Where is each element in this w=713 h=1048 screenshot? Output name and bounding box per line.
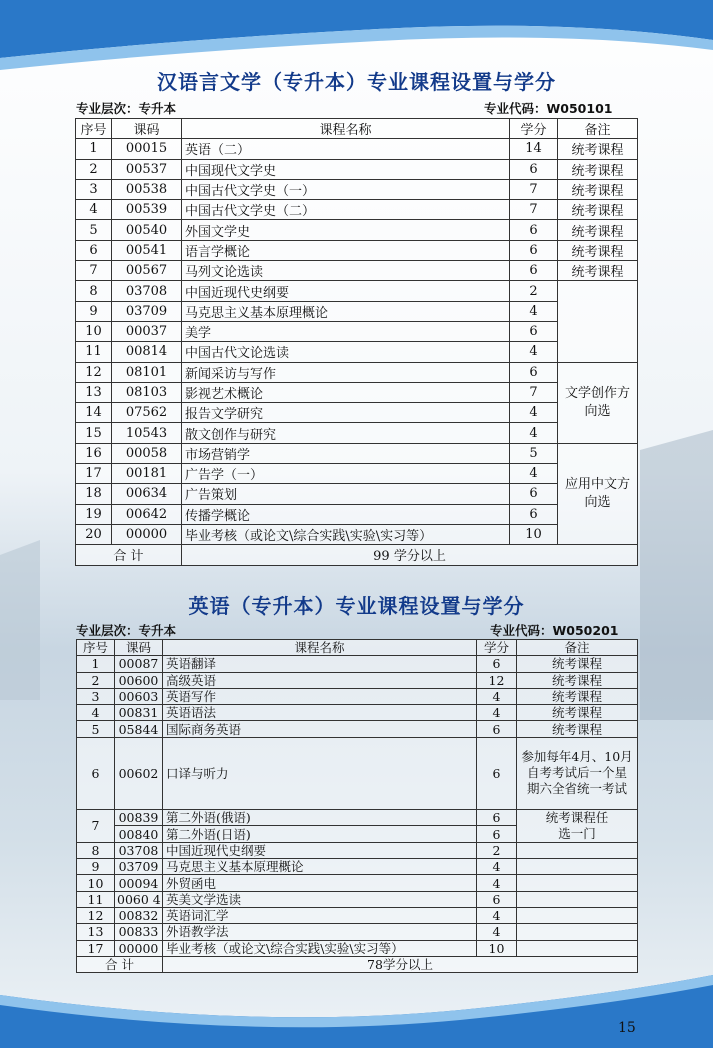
row-number: 5 <box>76 220 112 240</box>
course-credit: 6 <box>510 362 558 382</box>
course-code: 03709 <box>112 301 182 321</box>
table-row <box>77 924 638 940</box>
row-number: 14 <box>76 403 112 423</box>
course-note <box>517 940 638 956</box>
row-number: 11 <box>76 342 112 362</box>
course-code: 00600 <box>115 672 163 688</box>
course-code: 08103 <box>112 382 182 402</box>
course-name: 口译与听力 <box>163 737 477 809</box>
header-name: 课程名称 <box>182 119 510 139</box>
course-name: 英语写作 <box>163 688 477 704</box>
course-credit: 6 <box>510 504 558 524</box>
section1-title: 汉语言文学（专升本）专业课程设置与学分 <box>157 70 556 94</box>
course-name: 报告文学研究 <box>182 403 510 423</box>
table-row <box>76 139 638 159</box>
course-credit: 4 <box>477 859 517 875</box>
course-code: 00037 <box>112 321 182 341</box>
course-name: 广告策划 <box>182 484 510 504</box>
table-row <box>77 737 638 809</box>
course-name: 第二外语(日语) <box>163 826 477 843</box>
course-note <box>517 891 638 907</box>
course-credit: 4 <box>510 301 558 321</box>
table-row <box>76 220 638 240</box>
row-number: 12 <box>76 362 112 382</box>
header-name: 课程名称 <box>163 640 477 656</box>
course-name: 中国现代文学史 <box>182 159 510 179</box>
row-number: 3 <box>77 688 115 704</box>
row-number: 10 <box>77 875 115 891</box>
row-number: 2 <box>77 672 115 688</box>
course-note: 统考课程 <box>517 721 638 737</box>
table-row <box>76 159 638 179</box>
table-row <box>76 321 638 341</box>
course-credit: 6 <box>477 826 517 843</box>
course-note-empty <box>558 281 638 362</box>
row-number: 3 <box>76 179 112 199</box>
course-name: 马克思主义基本原理概论 <box>163 859 477 875</box>
course-credit: 6 <box>477 656 517 672</box>
course-code: 00602 <box>115 737 163 809</box>
course-name: 影视艺术概论 <box>182 382 510 402</box>
course-name: 毕业考核（或论文\综合实践\实验\实习等） <box>163 940 477 956</box>
row-number: 20 <box>76 524 112 544</box>
course-name: 中国古代文学史（二） <box>182 200 510 220</box>
row-number: 7 <box>76 261 112 281</box>
table-row <box>77 705 638 721</box>
course-credit: 5 <box>510 443 558 463</box>
row-number: 13 <box>77 924 115 940</box>
table-row <box>77 842 638 858</box>
row-number: 1 <box>76 139 112 159</box>
course-code: 00840 <box>115 826 163 843</box>
course-note: 统考课程 <box>558 179 638 199</box>
course-name: 中国近现代史纲要 <box>163 842 477 858</box>
table-row <box>77 721 638 737</box>
course-name: 马列文论选读 <box>182 261 510 281</box>
course-credit: 4 <box>510 464 558 484</box>
course-credit: 6 <box>510 220 558 240</box>
course-name: 高级英语 <box>163 672 477 688</box>
group-note-applied: 应用中文方向选 <box>558 443 638 544</box>
page-number: 15 <box>618 1020 636 1036</box>
course-code: 00567 <box>112 261 182 281</box>
table-row <box>76 382 638 402</box>
row-number: 6 <box>76 240 112 260</box>
header-note: 备注 <box>558 119 638 139</box>
course-code: 0060 4 <box>115 891 163 907</box>
course-code: 00642 <box>112 504 182 524</box>
table-row <box>76 342 638 362</box>
table-row <box>77 688 638 704</box>
header-no: 序号 <box>77 640 115 656</box>
table-row <box>76 301 638 321</box>
table-row <box>77 859 638 875</box>
course-note <box>517 924 638 940</box>
course-note <box>517 875 638 891</box>
course-credit: 6 <box>510 261 558 281</box>
section2-title: 英语（专升本）专业课程设置与学分 <box>188 594 525 618</box>
course-credit: 14 <box>510 139 558 159</box>
table-row <box>76 179 638 199</box>
table-row <box>76 464 638 484</box>
row-number: 8 <box>77 842 115 858</box>
table-header-row <box>76 119 638 139</box>
course-credit: 6 <box>510 321 558 341</box>
course-name: 中国近现代史纲要 <box>182 281 510 301</box>
table-row <box>76 443 638 463</box>
course-code: 00000 <box>115 940 163 956</box>
total-row <box>76 545 638 565</box>
course-credit: 4 <box>477 688 517 704</box>
course-credit: 7 <box>510 179 558 199</box>
course-code: 00015 <box>112 139 182 159</box>
row-number: 16 <box>76 443 112 463</box>
header-note: 备注 <box>517 640 638 656</box>
course-code: 10543 <box>112 423 182 443</box>
course-code: 00833 <box>115 924 163 940</box>
table-header-row <box>77 640 638 656</box>
table-row <box>76 240 638 260</box>
table-row <box>76 504 638 524</box>
course-credit: 12 <box>477 672 517 688</box>
course-code: 07562 <box>112 403 182 423</box>
row-number: 9 <box>77 859 115 875</box>
course-credit: 6 <box>510 240 558 260</box>
course-name: 英语词汇学 <box>163 907 477 923</box>
row-number: 1 <box>77 656 115 672</box>
course-code: 03708 <box>112 281 182 301</box>
course-name: 中国古代文论选读 <box>182 342 510 362</box>
course-code: 00540 <box>112 220 182 240</box>
course-credit: 10 <box>477 940 517 956</box>
course-code: 00087 <box>115 656 163 672</box>
row-number: 6 <box>77 737 115 809</box>
course-code: 00541 <box>112 240 182 260</box>
course-name: 英语（二） <box>182 139 510 159</box>
row-number: 13 <box>76 382 112 402</box>
row-number: 8 <box>76 281 112 301</box>
course-note: 统考课程 <box>558 261 638 281</box>
row-number: 19 <box>76 504 112 524</box>
table-row <box>76 403 638 423</box>
course-credit: 6 <box>477 809 517 826</box>
course-note: 统考课程 <box>558 159 638 179</box>
course-note: 统考课程 <box>558 220 638 240</box>
course-name: 外国文学史 <box>182 220 510 240</box>
course-credit: 4 <box>477 907 517 923</box>
course-credit: 4 <box>477 875 517 891</box>
course-name: 中国古代文学史（一） <box>182 179 510 199</box>
course-credit: 7 <box>510 200 558 220</box>
course-note <box>517 907 638 923</box>
row-number: 17 <box>77 940 115 956</box>
table-row <box>76 261 638 281</box>
row-number: 9 <box>76 301 112 321</box>
row-number: 7 <box>77 809 115 842</box>
section2-code: 专业代码：W050201 <box>490 623 619 638</box>
row-number: 4 <box>77 705 115 721</box>
course-name: 市场营销学 <box>182 443 510 463</box>
total-row <box>77 956 638 972</box>
course-code: 00539 <box>112 200 182 220</box>
group-note-literary: 文学创作方向选 <box>558 362 638 443</box>
course-note: 统考课程 <box>517 705 638 721</box>
course-note-exam-info: 参加每年4月、10月自考考试后一个星期六全省统一考试 <box>517 737 638 809</box>
course-code: 00538 <box>112 179 182 199</box>
course-name: 新闻采访与写作 <box>182 362 510 382</box>
course-name: 外语教学法 <box>163 924 477 940</box>
total-value: 78学分以上 <box>163 956 638 972</box>
course-note: 统考课程 <box>517 656 638 672</box>
row-number: 10 <box>76 321 112 341</box>
section2-level: 专业层次：专升本 <box>76 623 177 638</box>
course-code: 00603 <box>115 688 163 704</box>
row-number: 18 <box>76 484 112 504</box>
header-credit: 学分 <box>510 119 558 139</box>
total-label: 合 计 <box>76 545 182 565</box>
course-code: 03709 <box>115 859 163 875</box>
course-name: 传播学概论 <box>182 504 510 524</box>
course-code: 00832 <box>115 907 163 923</box>
course-name: 英美文学选读 <box>163 891 477 907</box>
section1-table <box>75 118 638 566</box>
course-code: 00537 <box>112 159 182 179</box>
course-name: 美学 <box>182 321 510 341</box>
course-credit: 2 <box>477 842 517 858</box>
header-credit: 学分 <box>477 640 517 656</box>
header-code: 课码 <box>115 640 163 656</box>
course-credit: 10 <box>510 524 558 544</box>
table-row <box>77 656 638 672</box>
course-code: 00814 <box>112 342 182 362</box>
table-row <box>76 423 638 443</box>
course-code: 00058 <box>112 443 182 463</box>
course-credit: 4 <box>477 705 517 721</box>
course-credit: 7 <box>510 382 558 402</box>
table-row <box>76 200 638 220</box>
course-credit: 6 <box>477 891 517 907</box>
course-code: 05844 <box>115 721 163 737</box>
table-row <box>77 809 638 826</box>
course-credit: 4 <box>510 403 558 423</box>
row-number: 17 <box>76 464 112 484</box>
row-number: 2 <box>76 159 112 179</box>
course-note: 统考课程 <box>517 672 638 688</box>
table-row <box>77 891 638 907</box>
course-credit: 6 <box>510 484 558 504</box>
course-code: 00831 <box>115 705 163 721</box>
course-code: 00094 <box>115 875 163 891</box>
table-row <box>77 907 638 923</box>
course-name: 英语翻译 <box>163 656 477 672</box>
table-row <box>76 484 638 504</box>
table-row <box>76 524 638 544</box>
course-credit: 6 <box>477 737 517 809</box>
course-note <box>517 842 638 858</box>
table-row <box>77 940 638 956</box>
course-credit: 4 <box>510 342 558 362</box>
row-number: 11 <box>77 891 115 907</box>
course-note: 统考课程 <box>558 200 638 220</box>
course-code: 00634 <box>112 484 182 504</box>
row-number: 5 <box>77 721 115 737</box>
course-credit: 4 <box>510 423 558 443</box>
course-note <box>517 859 638 875</box>
header-code: 课码 <box>112 119 182 139</box>
course-credit: 6 <box>477 721 517 737</box>
table-row <box>77 672 638 688</box>
course-code: 03708 <box>115 842 163 858</box>
course-name: 散文创作与研究 <box>182 423 510 443</box>
total-label: 合 计 <box>77 956 163 972</box>
section1-level: 专业层次：专升本 <box>76 101 177 116</box>
course-credit: 6 <box>510 159 558 179</box>
course-credit: 4 <box>477 924 517 940</box>
course-code: 08101 <box>112 362 182 382</box>
course-name: 语言学概论 <box>182 240 510 260</box>
course-name: 外贸函电 <box>163 875 477 891</box>
course-name: 马克思主义基本原理概论 <box>182 301 510 321</box>
course-name: 第二外语(俄语) <box>163 809 477 826</box>
table-row <box>76 362 638 382</box>
course-note: 统考课程 <box>558 240 638 260</box>
course-code: 00839 <box>115 809 163 826</box>
course-code: 00181 <box>112 464 182 484</box>
course-note: 统考课程 <box>517 688 638 704</box>
course-credit: 2 <box>510 281 558 301</box>
course-note: 统考课程 <box>558 139 638 159</box>
course-name: 英语语法 <box>163 705 477 721</box>
total-value: 99 学分以上 <box>182 545 638 565</box>
row-number: 12 <box>77 907 115 923</box>
course-name: 广告学（一） <box>182 464 510 484</box>
section2-table <box>76 639 638 973</box>
header-no: 序号 <box>76 119 112 139</box>
course-name: 国际商务英语 <box>163 721 477 737</box>
section1-code: 专业代码：W050101 <box>484 101 613 116</box>
table-row <box>76 281 638 301</box>
row-number: 15 <box>76 423 112 443</box>
course-note-elective: 统考课程任选一门 <box>517 809 638 842</box>
row-number: 4 <box>76 200 112 220</box>
table-row <box>77 875 638 891</box>
course-code: 00000 <box>112 524 182 544</box>
course-name: 毕业考核（或论文\综合实践\实验\实习等） <box>182 524 510 544</box>
